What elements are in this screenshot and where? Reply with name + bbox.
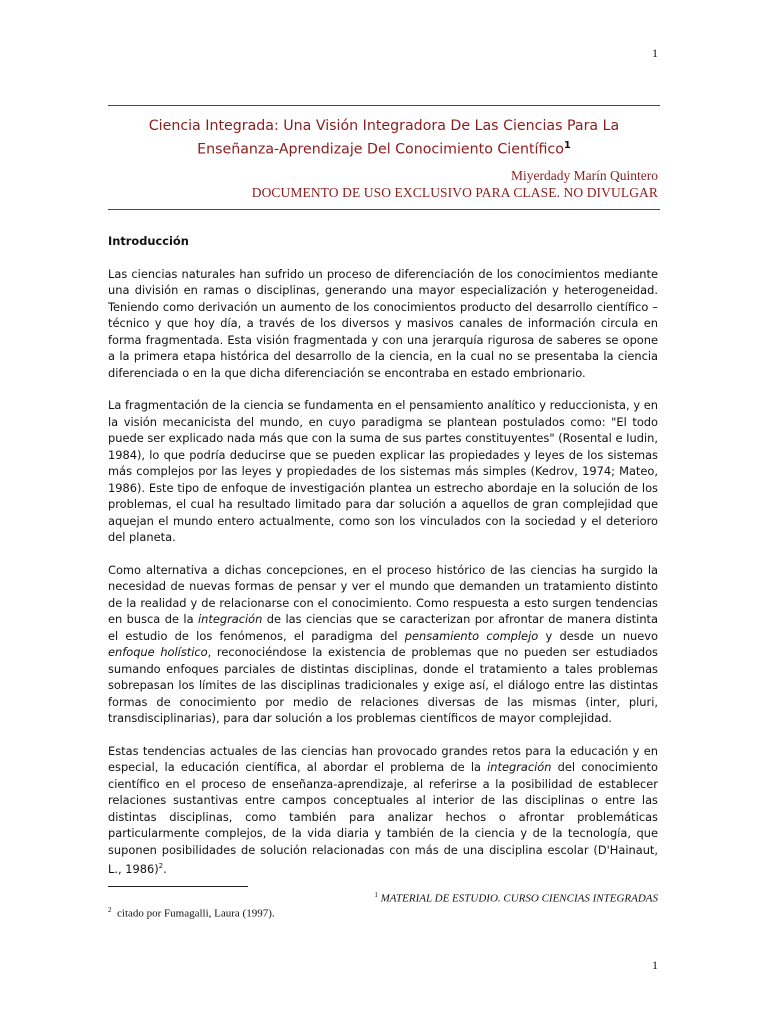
paragraph-3-text: Como alternativa a dichas concepciones, en el proceso histórico de las ciencias ha surgido la necesidad de nuevas formas de pensar y ver el mundo que demanden un tratamiento distinto de la realidad y de relacionarse con el conocimiento. Como respuesta a esto surgen tendencias en busca de la (108, 562, 658, 626)
paragraph-3-text: , reconociéndose la existencia de problemas que no pueden ser estudiados sumando enfoques parciales de distintas disciplinas, donde el tratamiento a tales problemas sobrepasan los límites de las disciplinas tradicionales y exige así, el diálogo entre las distintas formas de conocimiento por medio de relaciones diversas de las mismas (inter, pluri, transdisciplinarias), para dar solución a los problemas científicos de mayor complejidad. (108, 645, 658, 725)
document-body (108, 233, 658, 893)
paragraph-3-text: de las ciencias que se caracterizan por afrontar de manera distinta el estudio de los fenómenos, el paradigma del (108, 612, 658, 643)
author-name: Miyerdady Marín Quintero (511, 168, 658, 183)
footnote-ref-2: 2 (158, 862, 164, 870)
paragraph-3 (108, 562, 658, 727)
footnote-2 (108, 906, 275, 920)
author-block (252, 167, 658, 202)
document-title (108, 117, 660, 160)
emphasis-integracion: integración (197, 612, 263, 626)
emphasis-pensamiento-complejo: pensamiento complejo (404, 628, 539, 643)
paragraph-4-end: . (163, 861, 167, 876)
usage-notice: DOCUMENTO DE USO EXCLUSIVO PARA CLASE. NO DIVULGAR (251, 185, 658, 200)
title-text: Ciencia Integrada: Una Visión Integradora De Las Ciencias Para La Enseñanza-Aprendizaje Del Conocimiento Científico (148, 118, 620, 158)
page-number-top: 1 (652, 46, 658, 60)
header-divider (108, 105, 660, 106)
title-footnote-mark: 1 (563, 140, 571, 151)
footnote-1 (374, 891, 658, 905)
emphasis-enfoque-holistico: enfoque holístico (108, 645, 208, 659)
paragraph-1: Las ciencias naturales han sufrido un proceso de diferenciación de los conocimientos mediante una división en ramas o disciplinas, generando una mayor especialización y heterogeneidad. Teniendo como derivación un aumento de los conocimientos producto del desarrollo científico – técnico y que hoy día, a través de los diversos y masivos canales de información circula en forma fragmentada. Esta visión fragmentada y con una jerarquía rigurosa de saberes se opone a la primera etapa histórica del desarrollo de la ciencia, en la cual no se presentaba la ciencia diferenciada o en la que dicha diferenciación se encontraba en estado embrionario. (108, 266, 658, 380)
footnote-divider (108, 886, 248, 887)
emphasis-integracion: integración (487, 760, 552, 774)
paragraph-4-text: Estas tendencias actuales de las ciencias han provocado grandes retos para la educación y en especial, la educación científica, al abordar el problema de la (108, 743, 658, 774)
footnote-1-mark: 1 (374, 891, 378, 899)
paragraph-3-text: y desde un nuevo (538, 628, 658, 643)
footnote-2-mark: 2 (108, 906, 112, 914)
footnote-1-text: MATERIAL DE ESTUDIO. CURSO CIENCIAS INTEGRADAS (380, 892, 658, 905)
footnote-2-text: citado por Fumagalli, Laura (1997). (117, 907, 275, 920)
paragraph-2: La fragmentación de la ciencia se fundamenta en el pensamiento analítico y reduccionista, y en la visión mecanicista del mundo, en cuyo paradigma se plantean postulados como: "El todo puede ser explicado nada más que con la suma de sus partes constituyentes" (Rosental e Iudin, 1984), lo que podría deducirse que se pueden explicar las propiedades y leyes de los sistemas más complejos por las leyes y propiedades de los sistemas más simples (Kedrov, 1974; Mateo, 1986). Este tipo de enfoque de investigación plantea un estrecho abordaje en la solución de los problemas, el cual ha resultado limitado para dar solución a aquellos de gran complejidad que aquejan el mundo entero actualmente, como son los vinculados con la sociedad y el deterioro del planeta. (108, 398, 658, 544)
section-heading: Introducción (108, 234, 189, 248)
paragraph-4-text: del conocimiento científico en el proceso de enseñanza-aprendizaje, al referirse a la posibilidad de establecer relaciones sustantivas entre campos conceptuales al interior de las disciplinas o entre las distintas disciplinas, como también para analizar hechos o afrontar problemáticas particularmente complejos, de la vida diaria y también de la ciencia y de la tecnología, que suponen posibilidades de solución relacionadas con más de una disciplina escolar (D'Hainaut, L., 1986) (108, 760, 658, 876)
paragraph-4 (108, 743, 658, 878)
title-divider (108, 209, 660, 210)
page-number-bottom: 1 (652, 958, 658, 972)
